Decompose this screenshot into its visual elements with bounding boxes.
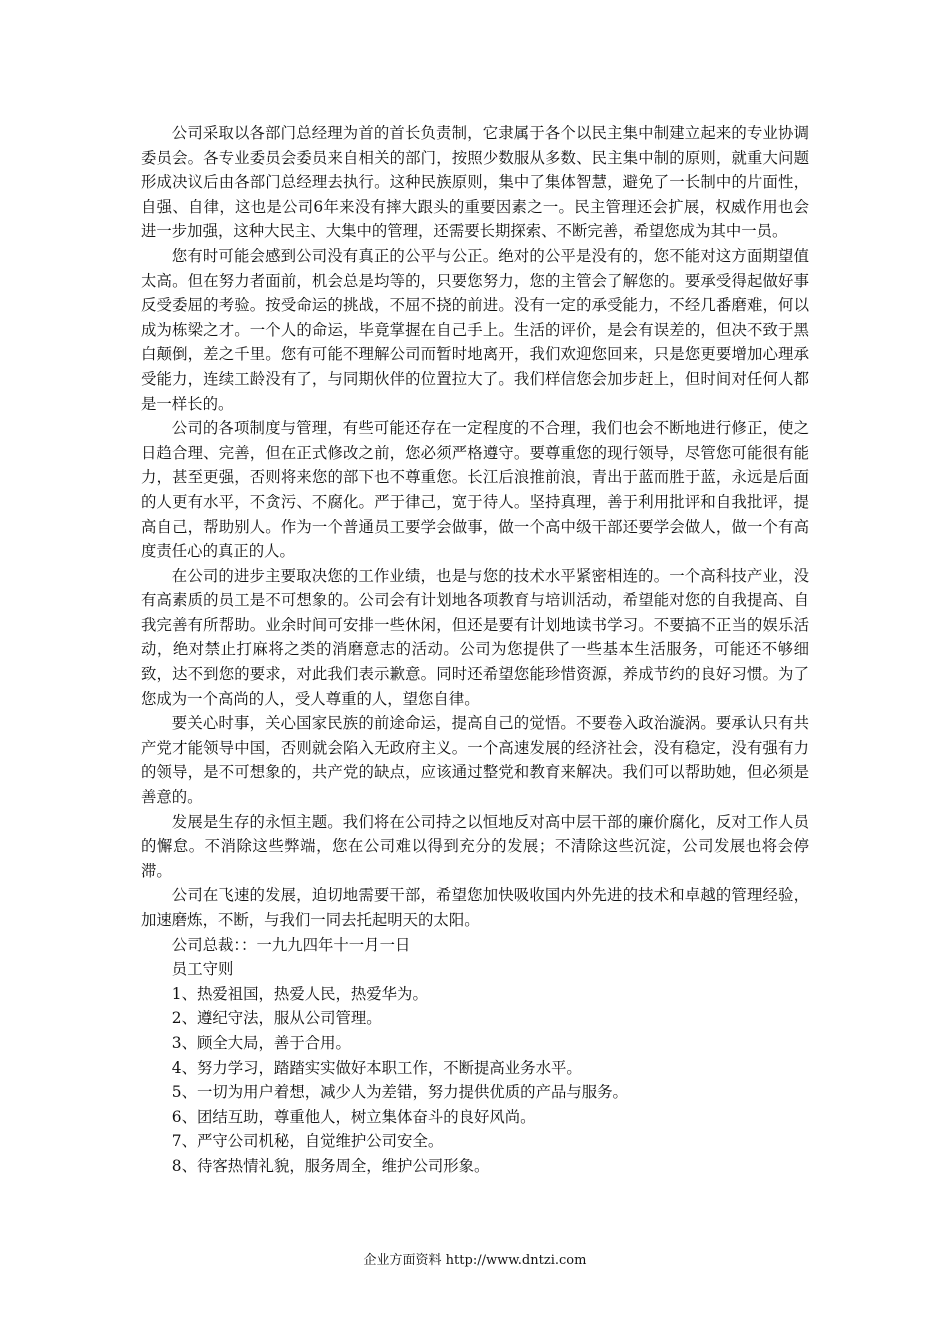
signature-line: 公司总裁：：一九九四年十一月一日 [171,935,411,954]
rule-item: 7、严守公司机秘，自觉维护公司安全。 [171,1132,444,1151]
rule-item: 1、热爱祖国，热爱人民，热爱华为。 [171,984,428,1003]
paragraph-6: 发展是生存的永恒主题。我们将在公司持之以恒地反对高中层干部的廉价腐化，反对工作人员的懈怠。不消除这些弊端，您在公司难以得到充分的发展；不清除这些沉淀，公司发展也将会停滞。 [141,812,809,880]
rule-item: 8、待客热情礼貌，服务周全，维护公司形象。 [171,1156,490,1175]
paragraph-3: 公司的各项制度与管理，有些可能还存在一定程度的不合理，我们也会不断地进行修正，使之日趋合理、完善，但在正式修改之前，您必须严格遵守。要尊重您的现行领导，尽管您可能很有能力，甚至更强，否则将来您的部下也不尊重您。长江后浪推前浪，青出于蓝而胜于蓝，永远是后面的人更有水平，不贪污、不腐化。严于律己，宽于待人。坚持真理，善于利用批评和自我批评，提高自己，帮助别人。作为一个普通员工要学会做事，做一个高中级干部还要学会做人，做一个有高度责任心的真正的人。 [141,419,809,561]
rule-item: 2、遵纪守法，服从公司管理。 [171,1009,382,1028]
page-footer: 企业方面资料 http://www.dntzi.com [363,1253,587,1268]
paragraph-1: 公司采取以各部门总经理为首的首长负责制，它隶属于各个以民主集中制建立起来的专业协调委员会。各专业委员会委员来自相关的部门，按照少数服从多数、民主集中制的原则，就重大问题形成决议后由各部门总经理去执行。这种民族原则，集中了集体智慧，避免了一长制中的片面性，自强、自律，这也是公司6年来没有摔大跟头的重要因素之一。民主管理还会扩展，权威作用也会进一步加强，这种大民主、大集中的管理，还需要长期探索、不断完善，希望您成为其中一员。 [141,124,809,241]
document-body [141,121,809,1179]
rule-item: 4、努力学习，踏踏实实做好本职工作，不断提高业务水平。 [171,1058,582,1077]
paragraph-4: 在公司的进步主要取决您的工作业绩，也是与您的技术水平紧密相连的。一个高科技产业，没有高素质的员工是不可想象的。公司会有计划地各项教育与培训活动，希望能对您的自我提高、自我完善有所帮助。业余时间可安排一些休闲，但还是要有计划地读书学习。不要搞不正当的娱乐活动，绝对禁止打麻将之类的消磨意志的活动。公司为您提供了一些基本生活服务，可能还不够细致，达不到您的要求，对此我们表示歉意。同时还希望您能珍惜资源，养成节约的良好习惯。为了您成为一个高尚的人，受人尊重的人，望您自律。 [141,566,809,708]
rules-title: 员工守则 [171,960,234,979]
paragraph-5: 要关心时事，关心国家民族的前途命运，提高自己的觉悟。不要卷入政治漩涡。要承认只有共产党才能领导中国，否则就会陷入无政府主义。一个高速发展的经济社会，没有稳定，没有强有力的领导，是不可想象的，共产党的缺点，应该通过整党和教育来解决。我们可以帮助她，但必须是善意的。 [141,714,809,807]
rule-item: 5、一切为用户着想，减少人为差错，努力提供优质的产品与服务。 [171,1083,628,1102]
rule-item: 6、团结互助，尊重他人，树立集体奋斗的良好风尚。 [171,1107,536,1126]
rule-item: 3、顾全大局，善于合用。 [171,1033,351,1052]
paragraph-7: 公司在飞速的发展，迫切地需要干部，希望您加快吸收国内外先进的技术和卓越的管理经验，加速磨炼，不断，与我们一同去托起明天的太阳。 [141,886,809,929]
paragraph-2: 您有时可能会感到公司没有真正的公平与公正。绝对的公平是没有的，您不能对这方面期望值太高。但在努力者面前，机会总是均等的，只要您努力，您的主管会了解您的。要承受得起做好事反受委屈的考验。按受命运的挑战，不屈不挠的前进。没有一定的承受能力，不经几番磨难，何以成为栋梁之才。一个人的命运，毕竟掌握在自己手上。生活的评价，是会有误差的，但决不致于黑白颠倒，差之千里。您有可能不理解公司而暂时地离开，我们欢迎您回来，只是您更要增加心理承受能力，连续工龄没有了，与同期伙伴的位置拉大了。我们样信您会加步赶上，但时间对任何人都是一样长的。 [141,246,809,413]
